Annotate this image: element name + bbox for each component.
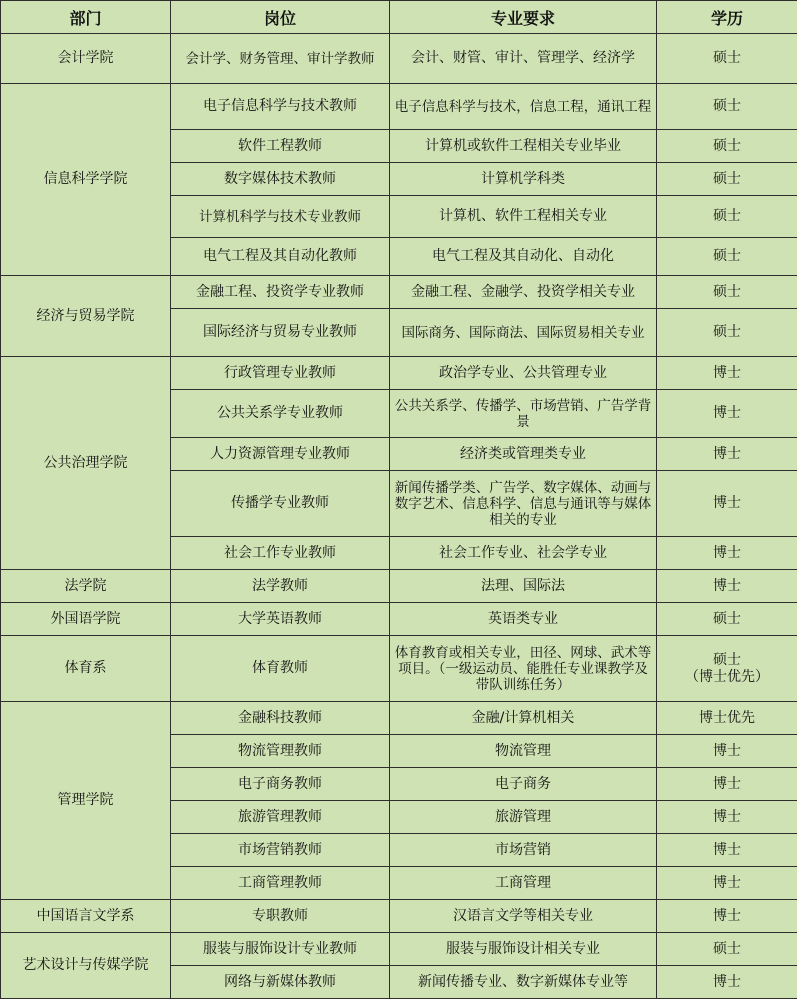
table-row <box>1 276 797 309</box>
position-cell: 服装与服饰设计专业教师 <box>171 933 390 966</box>
major-cell: 市场营销 <box>390 834 657 867</box>
major-cell: 社会工作专业、社会学专业 <box>390 537 657 570</box>
position-cell: 人力资源管理专业教师 <box>171 438 390 471</box>
degree-cell: 硕士 <box>657 196 797 238</box>
major-cell: 经济类或管理类专业 <box>390 438 657 471</box>
table-row <box>1 84 797 130</box>
degree-cell: 博士 <box>657 735 797 768</box>
degree-cell: 硕士 <box>657 163 797 196</box>
table-row <box>1 603 797 636</box>
department-cell: 体育系 <box>1 636 171 702</box>
major-cell: 公共关系学、传播学、市场营销、广告学背景 <box>390 390 657 438</box>
position-cell: 电气工程及其自动化教师 <box>171 238 390 276</box>
position-cell: 社会工作专业教师 <box>171 537 390 570</box>
position-cell: 电子商务教师 <box>171 768 390 801</box>
major-cell: 计算机学科类 <box>390 163 657 196</box>
degree-note: （博士优先） <box>685 668 769 685</box>
degree-cell: 博士 <box>657 801 797 834</box>
major-cell: 新闻传播学类、广告学、数字媒体、动画与数字艺术、信息科学、信息与通讯等与媒体相关的专业 <box>390 471 657 537</box>
position-cell: 金融科技教师 <box>171 702 390 735</box>
position-cell: 数字媒体技术教师 <box>171 163 390 196</box>
header-major: 专业要求 <box>390 1 657 34</box>
degree-cell: 博士 <box>657 471 797 537</box>
position-cell: 专职教师 <box>171 900 390 933</box>
degree-cell: 硕士 <box>657 84 797 130</box>
degree-cell: 博士 <box>657 834 797 867</box>
degree-cell: 博士 <box>657 438 797 471</box>
table-row <box>1 34 797 84</box>
degree-cell: 博士 <box>657 867 797 900</box>
degree-cell: 硕士 <box>657 276 797 309</box>
major-cell: 会计、财管、审计、管理学、经济学 <box>390 34 657 84</box>
major-cell: 金融工程、金融学、投资学相关专业 <box>390 276 657 309</box>
header-department: 部门 <box>1 1 171 34</box>
degree-cell: 硕士 <box>657 238 797 276</box>
major-cell: 计算机或软件工程相关专业毕业 <box>390 130 657 163</box>
degree-cell: 硕士 <box>657 603 797 636</box>
degree-cell: 博士 <box>657 570 797 603</box>
department-cell: 会计学院 <box>1 34 171 84</box>
degree-cell: 硕士 <box>657 130 797 163</box>
position-cell: 物流管理教师 <box>171 735 390 768</box>
degree-cell: 博士 <box>657 537 797 570</box>
position-cell: 市场营销教师 <box>171 834 390 867</box>
degree-cell: 博士 <box>657 966 797 999</box>
major-cell: 服装与服饰设计相关专业 <box>390 933 657 966</box>
position-cell: 会计学、财务管理、审计学教师 <box>171 34 390 84</box>
department-cell: 信息科学学院 <box>1 84 171 276</box>
position-cell: 网络与新媒体教师 <box>171 966 390 999</box>
department-cell: 外国语学院 <box>1 603 171 636</box>
major-cell: 法理、国际法 <box>390 570 657 603</box>
major-cell: 金融/计算机相关 <box>390 702 657 735</box>
degree-cell: 硕士 <box>657 933 797 966</box>
degree-cell: 博士 <box>657 768 797 801</box>
position-cell: 公共关系学专业教师 <box>171 390 390 438</box>
degree-cell: 博士 <box>657 390 797 438</box>
table-row <box>1 570 797 603</box>
major-cell: 计算机、软件工程相关专业 <box>390 196 657 238</box>
major-cell: 工商管理 <box>390 867 657 900</box>
position-cell: 旅游管理教师 <box>171 801 390 834</box>
table-row <box>1 357 797 390</box>
department-cell: 法学院 <box>1 570 171 603</box>
position-cell: 体育教师 <box>171 636 390 702</box>
position-cell: 国际经济与贸易专业教师 <box>171 309 390 357</box>
position-cell: 电子信息科学与技术教师 <box>171 84 390 130</box>
header-position: 岗位 <box>171 1 390 34</box>
major-cell: 政治学专业、公共管理专业 <box>390 357 657 390</box>
position-cell: 工商管理教师 <box>171 867 390 900</box>
department-cell: 经济与贸易学院 <box>1 276 171 357</box>
major-cell: 新闻传播专业、数字新媒体专业等 <box>390 966 657 999</box>
position-cell: 传播学专业教师 <box>171 471 390 537</box>
degree-value: 硕士 <box>713 651 741 668</box>
position-cell: 金融工程、投资学专业教师 <box>171 276 390 309</box>
table-row <box>1 702 797 735</box>
department-cell: 公共治理学院 <box>1 357 171 570</box>
major-cell: 国际商务、国际商法、国际贸易相关专业 <box>390 309 657 357</box>
major-cell: 英语类专业 <box>390 603 657 636</box>
major-cell: 物流管理 <box>390 735 657 768</box>
major-cell: 电气工程及其自动化、自动化 <box>390 238 657 276</box>
degree-cell <box>657 636 797 702</box>
header-row <box>1 1 797 34</box>
table-row <box>1 933 797 966</box>
degree-cell: 硕士 <box>657 309 797 357</box>
position-cell: 法学教师 <box>171 570 390 603</box>
degree-cell: 博士 <box>657 357 797 390</box>
major-cell: 汉语言文学等相关专业 <box>390 900 657 933</box>
position-cell: 软件工程教师 <box>171 130 390 163</box>
major-cell: 电子商务 <box>390 768 657 801</box>
position-cell: 计算机科学与技术专业教师 <box>171 196 390 238</box>
major-cell: 电子信息科学与技术，信息工程，通讯工程 <box>390 84 657 130</box>
major-cell: 体育教育或相关专业，田径、网球、武术等项目。（一级运动员、能胜任专业课教学及带队训练任务） <box>390 636 657 702</box>
degree-cell: 博士优先 <box>657 702 797 735</box>
table-row <box>1 900 797 933</box>
degree-cell: 博士 <box>657 900 797 933</box>
position-cell: 大学英语教师 <box>171 603 390 636</box>
department-cell: 管理学院 <box>1 702 171 900</box>
department-cell: 艺术设计与传媒学院 <box>1 933 171 999</box>
table-row <box>1 636 797 702</box>
department-cell: 中国语言文学系 <box>1 900 171 933</box>
position-cell: 行政管理专业教师 <box>171 357 390 390</box>
header-degree: 学历 <box>657 1 797 34</box>
major-cell: 旅游管理 <box>390 801 657 834</box>
degree-cell: 硕士 <box>657 34 797 84</box>
